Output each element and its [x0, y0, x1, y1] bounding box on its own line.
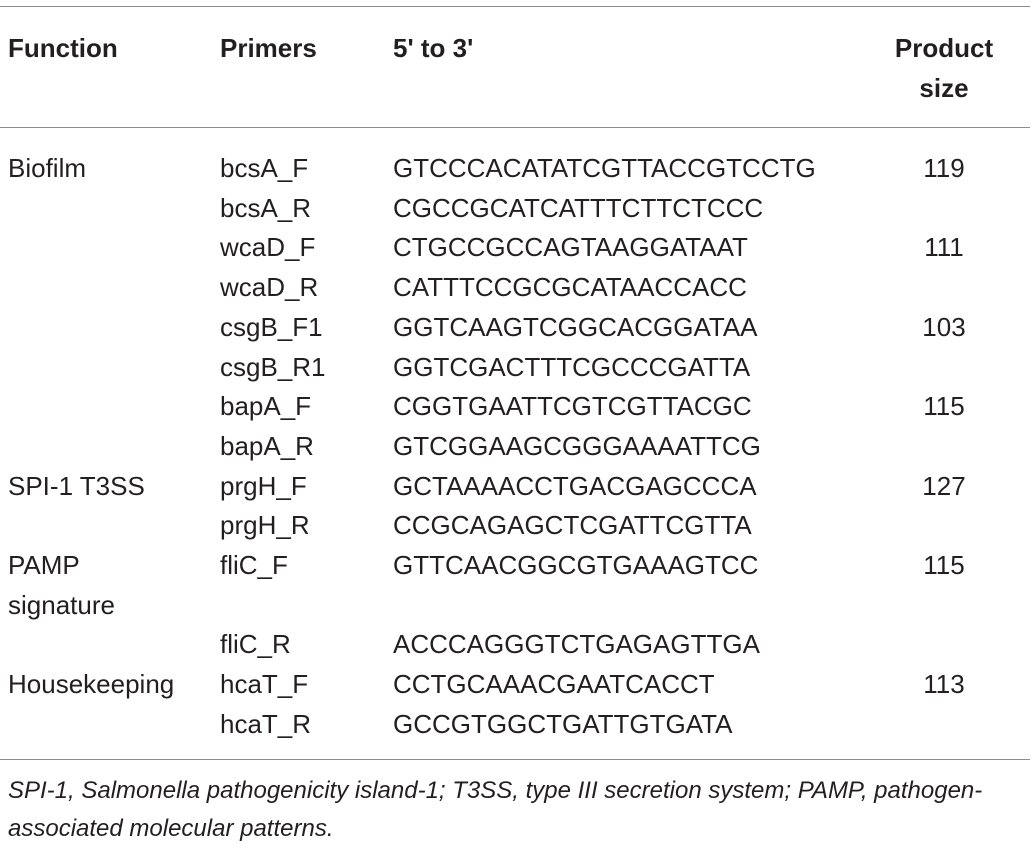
cell-function: SPI-1 T3SS	[8, 471, 145, 501]
header-product-size	[870, 28, 1018, 108]
cell-sequence: CCTGCAAACGAATCACCT	[393, 669, 715, 699]
cell-product-size: 115	[923, 391, 965, 421]
cell-sequence: GCCGTGGCTGATTGTGATA	[393, 709, 733, 739]
table-bottom-rule	[0, 759, 1030, 760]
header-primers: Primers	[220, 33, 317, 63]
cell-primer: csgB_R1	[220, 352, 326, 382]
cell-primer: bcsA_F	[220, 153, 309, 183]
cell-primer: fliC_F	[220, 550, 288, 580]
cell-primer: fliC_R	[220, 629, 291, 659]
cell-primer: prgH_R	[220, 510, 310, 540]
cell-function: PAMP	[8, 550, 80, 580]
cell-function: Biofilm	[8, 153, 87, 183]
cell-sequence: GTCGGAAGCGGGAAAATTCG	[393, 431, 761, 461]
table-footnote: SPI-1, Salmonella pathogenicity island-1; T3SS, type III secretion system; PAMP, pathogen-associated molecular patterns.	[8, 777, 983, 842]
cell-sequence: GCTAAAACCTGACGAGCCCA	[393, 471, 757, 501]
cell-sequence: CGCCGCATCATTTCTTCTCCC	[393, 193, 764, 223]
header-product-size-line1: Product	[894, 33, 994, 63]
cell-product-size: 103	[922, 312, 966, 342]
cell-sequence: CATTTCCGCGCATAACCACC	[393, 272, 747, 302]
table-header-rule	[0, 127, 1030, 128]
cell-sequence: ACCCAGGGTCTGAGAGTTGA	[393, 629, 760, 659]
cell-primer: bapA_R	[220, 431, 314, 461]
cell-sequence: CTGCCGCCAGTAAGGATAAT	[393, 232, 748, 262]
cell-sequence: GGTCAAGTCGGCACGGATAA	[393, 312, 758, 342]
cell-function: Housekeeping	[8, 669, 175, 699]
cell-product-size: 113	[923, 669, 965, 699]
header-product-size-line2: size	[919, 73, 969, 103]
cell-primer: hcaT_F	[220, 669, 309, 699]
cell-primer: prgH_F	[220, 471, 307, 501]
header-function: Function	[8, 33, 118, 63]
cell-sequence: GTCCCACATATCGTTACCGTCCTG	[393, 153, 816, 183]
cell-sequence: CCGCAGAGCTCGATTCGTTA	[393, 510, 752, 540]
cell-primer: wcaD_F	[220, 232, 316, 262]
cell-sequence: GGTCGACTTTCGCCCGATTA	[393, 352, 751, 382]
cell-product-size: 119	[923, 153, 965, 183]
cell-primer: hcaT_R	[220, 709, 312, 739]
table-top-rule	[0, 6, 1030, 7]
cell-primer: csgB_F1	[220, 312, 323, 342]
cell-primer: bapA_F	[220, 391, 312, 421]
cell-sequence: CGGTGAATTCGTCGTTACGC	[393, 391, 752, 421]
cell-sequence: GTTCAACGGCGTGAAAGTCC	[393, 550, 759, 580]
cell-product-size: 115	[923, 550, 965, 580]
cell-primer: bcsA_R	[220, 193, 312, 223]
cell-product-size: 111	[924, 232, 964, 262]
cell-function: signature	[8, 590, 115, 620]
cell-product-size: 127	[922, 471, 966, 501]
cell-primer: wcaD_R	[220, 272, 319, 302]
header-sequence: 5' to 3'	[393, 33, 474, 63]
